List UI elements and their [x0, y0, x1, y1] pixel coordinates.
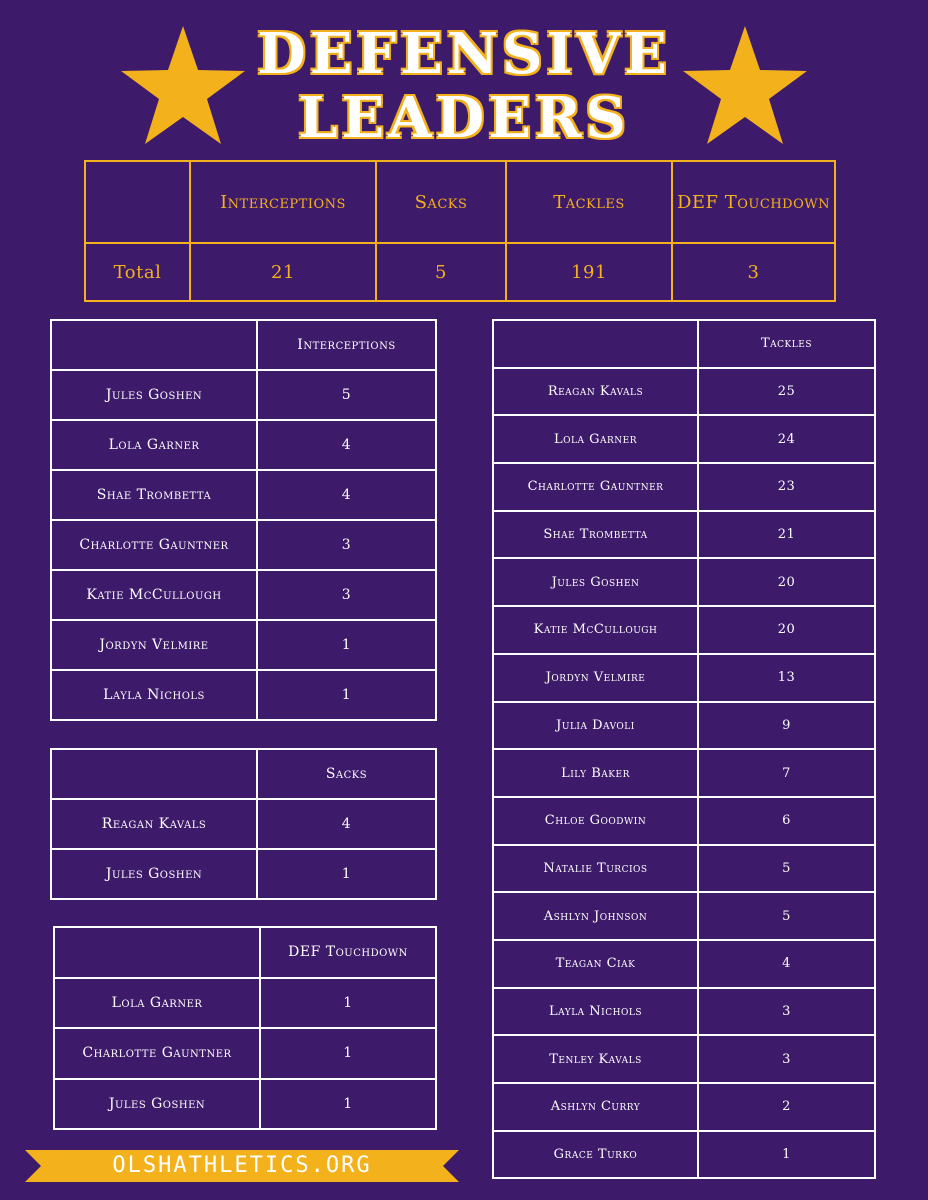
table-row: [54, 978, 436, 1029]
player-name: Jules Goshen: [493, 558, 698, 606]
stat-value: 23: [698, 463, 875, 511]
table-row: [493, 511, 875, 559]
stat-value: 3: [698, 1035, 875, 1083]
stat-value: 1: [257, 670, 436, 720]
table-row: [493, 892, 875, 940]
summary-header-cell: Sacks: [376, 161, 506, 243]
stat-value: 20: [698, 558, 875, 606]
player-name: Grace Turko: [493, 1131, 698, 1179]
summary-row-label: Total: [85, 243, 190, 301]
stat-value: 20: [698, 606, 875, 654]
title-line-2: LEADERS: [298, 85, 630, 151]
table-row: [51, 370, 436, 420]
table-header-row: [51, 320, 436, 370]
stat-value: 1: [260, 1079, 436, 1130]
table-header-empty: [493, 320, 698, 368]
player-name: Jordyn Velmire: [51, 620, 257, 670]
table-row: [493, 463, 875, 511]
table-row: [493, 558, 875, 606]
table-header-cell: Interceptions: [257, 320, 436, 370]
stat-value: 21: [698, 511, 875, 559]
player-name: Ashlyn Curry: [493, 1083, 698, 1131]
summary-value-cell: 5: [376, 243, 506, 301]
table-header-empty: [51, 749, 257, 799]
table-row: [493, 654, 875, 702]
stat-value: 25: [698, 368, 875, 416]
player-name: Chloe Goodwin: [493, 797, 698, 845]
table-row: [493, 1083, 875, 1131]
summary-header-cell: Tackles: [506, 161, 672, 243]
table-row: [493, 940, 875, 988]
summary-table: [84, 160, 836, 302]
stat-value: 5: [698, 845, 875, 893]
page-title: [0, 22, 928, 150]
stat-value: 1: [260, 1028, 436, 1079]
stat-value: 4: [698, 940, 875, 988]
stat-value: 3: [257, 570, 436, 620]
stat-value: 6: [698, 797, 875, 845]
stat-value: 1: [698, 1131, 875, 1179]
player-name: Charlotte Gauntner: [54, 1028, 260, 1079]
title-line-1: DEFENSIVE: [257, 21, 671, 87]
player-name: Shae Trombetta: [51, 470, 257, 520]
table-header-empty: [51, 320, 257, 370]
table-row: [493, 415, 875, 463]
player-name: Layla Nichols: [51, 670, 257, 720]
player-name: Lola Garner: [51, 420, 257, 470]
stat-value: 1: [257, 849, 436, 899]
player-name: Tenley Kavals: [493, 1035, 698, 1083]
stat-value: 7: [698, 749, 875, 797]
player-name: Charlotte Gauntner: [493, 463, 698, 511]
table-header-cell: DEF Touchdown: [260, 927, 436, 978]
table-row: [51, 570, 436, 620]
table-row: [493, 845, 875, 893]
summary-value-cell: 21: [190, 243, 376, 301]
table-header-row: [51, 749, 436, 799]
player-name: Jules Goshen: [51, 370, 257, 420]
table-row: [54, 1028, 436, 1079]
stat-value: 4: [257, 470, 436, 520]
summary-header-cell: [85, 161, 190, 243]
stat-value: 4: [257, 420, 436, 470]
table-header-row: [493, 320, 875, 368]
stat-value: 1: [260, 978, 436, 1029]
table-row: [493, 988, 875, 1036]
player-name: Natalie Turcios: [493, 845, 698, 893]
table-header-cell: Sacks: [257, 749, 436, 799]
table-header-row: [54, 927, 436, 978]
summary-header-cell: Interceptions: [190, 161, 376, 243]
player-name: Lola Garner: [493, 415, 698, 463]
table-row: [51, 470, 436, 520]
player-name: Katie McCullough: [493, 606, 698, 654]
table-row: [51, 620, 436, 670]
table-header-empty: [54, 927, 260, 978]
table-row: [51, 849, 436, 899]
stat-value: 13: [698, 654, 875, 702]
table-row: [493, 606, 875, 654]
table-row: [51, 420, 436, 470]
player-name: Layla Nichols: [493, 988, 698, 1036]
table-row: [51, 670, 436, 720]
summary-header-row: [85, 161, 835, 243]
stat-value: 4: [257, 799, 436, 849]
table-header-cell: Tackles: [698, 320, 875, 368]
player-name: Lola Garner: [54, 978, 260, 1029]
table-row: [54, 1079, 436, 1130]
summary-header-cell: DEF Touchdown: [672, 161, 835, 243]
table-row: [493, 1131, 875, 1179]
stat-value: 5: [698, 892, 875, 940]
player-name: Charlotte Gauntner: [51, 520, 257, 570]
def-touchdown-table: [53, 926, 437, 1130]
player-name: Jules Goshen: [54, 1079, 260, 1130]
stat-value: 9: [698, 702, 875, 750]
table-row: [493, 797, 875, 845]
table-row: [493, 749, 875, 797]
sacks-table: [50, 748, 437, 900]
player-name: Reagan Kavals: [51, 799, 257, 849]
interceptions-table: [50, 319, 437, 721]
player-name: Jordyn Velmire: [493, 654, 698, 702]
stat-value: 3: [257, 520, 436, 570]
stat-value: 2: [698, 1083, 875, 1131]
player-name: Lily Baker: [493, 749, 698, 797]
summary-value-cell: 191: [506, 243, 672, 301]
stat-value: 24: [698, 415, 875, 463]
player-name: Shae Trombetta: [493, 511, 698, 559]
player-name: Katie McCullough: [51, 570, 257, 620]
summary-total-row: [85, 243, 835, 301]
player-name: Jules Goshen: [51, 849, 257, 899]
table-row: [493, 1035, 875, 1083]
stat-value: 5: [257, 370, 436, 420]
stat-value: 1: [257, 620, 436, 670]
summary-value-cell: 3: [672, 243, 835, 301]
table-row: [51, 520, 436, 570]
stat-value: 3: [698, 988, 875, 1036]
tackles-table: [492, 319, 876, 1179]
table-row: [493, 368, 875, 416]
player-name: Reagan Kavals: [493, 368, 698, 416]
footer-website-link[interactable]: OLSHATHLETICS.ORG: [112, 1153, 372, 1178]
table-row: [493, 702, 875, 750]
player-name: Teagan Ciak: [493, 940, 698, 988]
player-name: Julia Davoli: [493, 702, 698, 750]
table-row: [51, 799, 436, 849]
player-name: Ashlyn Johnson: [493, 892, 698, 940]
